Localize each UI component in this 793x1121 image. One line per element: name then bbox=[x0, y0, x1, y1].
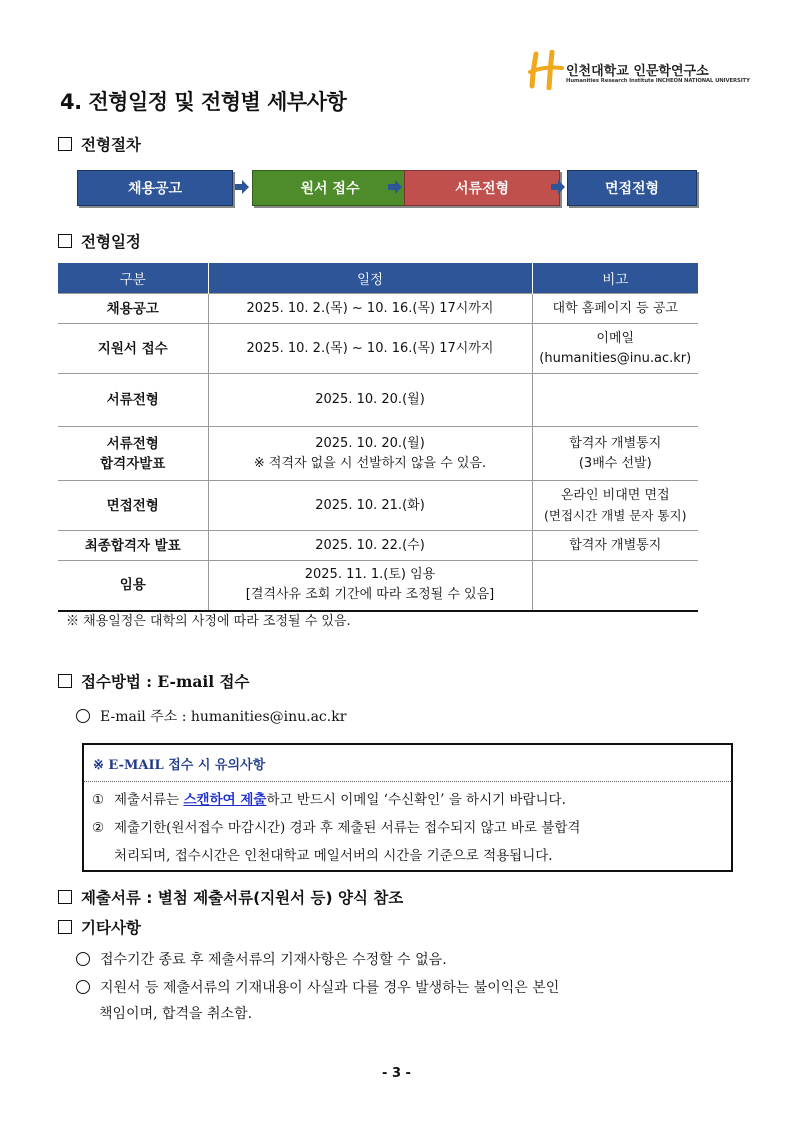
page-number: - 3 - bbox=[382, 1066, 411, 1081]
note-line: 이메일 bbox=[596, 330, 635, 346]
note-line: 합격자 개별통지 bbox=[569, 435, 662, 451]
checkbox-square-icon bbox=[58, 137, 72, 151]
other-heading-text: 기타사항 bbox=[81, 919, 141, 937]
row-date: 2025. 10. 21.(화) bbox=[208, 481, 532, 531]
application-heading-text: 접수방법 : E-mail 접수 bbox=[81, 672, 250, 691]
logo-subtitle: Humanities Research Institute INCHEON NATIONAL UNIVERSITY bbox=[566, 78, 750, 84]
table-row bbox=[58, 324, 698, 374]
row-note: 합격자 개별통지 bbox=[532, 531, 698, 561]
category-line: 서류전형 bbox=[106, 435, 159, 452]
row-date: 2025. 10. 20.(월) bbox=[208, 374, 532, 427]
date-line: 2025. 10. 20.(월) bbox=[315, 435, 425, 451]
row-note bbox=[532, 324, 698, 374]
step-recruitment-notice: 채용공고 bbox=[77, 170, 233, 206]
notice-item-1 bbox=[92, 787, 725, 813]
date-remark: [결격사유 조회 기간에 따라 조정될 수 있음] bbox=[245, 587, 495, 603]
date-remark: ※ 적격자 없을 시 선발하지 않을 수 있음. bbox=[253, 455, 487, 471]
other-item-text: 접수기간 종료 후 제출서류의 기재사항은 수정할 수 없음. bbox=[100, 952, 447, 968]
h-logo-icon bbox=[528, 50, 564, 90]
schedule-heading-text: 전형일정 bbox=[81, 233, 141, 251]
item-text: 하고 반드시 이메일 ‘수신확인’ 을 하시기 바랍니다. bbox=[266, 792, 566, 808]
category-line: 합격자발표 bbox=[100, 455, 166, 472]
row-category: 채용공고 bbox=[58, 294, 208, 324]
note-line: 온라인 비대면 면접 bbox=[560, 487, 670, 503]
row-note: 대학 홈페이지 등 공고 bbox=[532, 294, 698, 324]
item-text: 제출서류는 bbox=[114, 792, 184, 808]
other-bullet-2 bbox=[76, 977, 559, 997]
notice-item-2-cont bbox=[114, 843, 725, 869]
table-row bbox=[58, 294, 698, 324]
highlighted-text: 스캔하여 제출 bbox=[183, 792, 267, 808]
item-text: 제출기한(원서접수 마감시간) 경과 후 제출된 서류는 접수되지 않고 바로 불합격 bbox=[114, 820, 581, 836]
checkbox-square-icon bbox=[58, 890, 72, 904]
checkbox-square-icon bbox=[58, 674, 72, 688]
step-document-screening: 서류전형 bbox=[404, 170, 560, 206]
table-row bbox=[58, 481, 698, 531]
schedule-heading bbox=[58, 230, 141, 252]
procedure-flow bbox=[77, 170, 697, 208]
checkbox-square-icon bbox=[58, 920, 72, 934]
column-header: 일정 bbox=[208, 263, 532, 294]
item-number: ① bbox=[92, 792, 105, 808]
circle-bullet-icon bbox=[76, 980, 90, 994]
row-note bbox=[532, 427, 698, 481]
section-title: 4. 전형일정 및 전형별 세부사항 bbox=[60, 90, 347, 114]
email-bullet bbox=[76, 706, 346, 726]
arrow-right-icon bbox=[388, 180, 402, 194]
email-address-text: E-mail 주소 : humanities@inu.ac.kr bbox=[100, 709, 347, 725]
other-item-text: 지원서 등 제출서류의 기재내용이 사실과 다를 경우 발생하는 불이익은 본인 bbox=[100, 980, 560, 996]
row-note bbox=[532, 481, 698, 531]
email-notice-box bbox=[82, 743, 733, 872]
column-header: 구분 bbox=[58, 263, 208, 294]
procedure-heading bbox=[58, 133, 141, 155]
checkbox-square-icon bbox=[58, 234, 72, 248]
table-row bbox=[58, 561, 698, 611]
row-note bbox=[532, 374, 698, 427]
row-category: 지원서 접수 bbox=[58, 324, 208, 374]
row-category: 면접전형 bbox=[58, 481, 208, 531]
institute-logo bbox=[528, 50, 750, 92]
other-bullet-2-cont bbox=[99, 1003, 252, 1023]
item-number: ② bbox=[92, 820, 105, 836]
table-row bbox=[58, 374, 698, 427]
schedule-table bbox=[58, 263, 698, 612]
table-header-row bbox=[58, 263, 698, 294]
column-header: 비고 bbox=[532, 263, 698, 294]
row-date bbox=[208, 427, 532, 481]
row-date: 2025. 10. 22.(수) bbox=[208, 531, 532, 561]
row-date bbox=[208, 561, 532, 611]
table-row bbox=[58, 531, 698, 561]
notice-item-2 bbox=[92, 815, 725, 841]
other-bullet-1 bbox=[76, 949, 447, 969]
row-category: 서류전형 bbox=[58, 374, 208, 427]
schedule-footnote: ※ 채용일정은 대학의 사정에 따라 조정될 수 있음. bbox=[66, 614, 351, 629]
row-category: 임용 bbox=[58, 561, 208, 611]
note-line: (면접시간 개별 문자 통지) bbox=[544, 507, 687, 523]
documents-heading bbox=[58, 886, 403, 908]
notice-title: ※ E-MAIL 접수 시 유의사항 bbox=[93, 758, 266, 773]
step-application: 원서 접수 bbox=[252, 170, 408, 206]
documents-heading-text: 제출서류 : 별첨 제출서류(지원서 등) 양식 참조 bbox=[81, 889, 404, 907]
procedure-heading-text: 전형절차 bbox=[81, 136, 141, 154]
row-category: 최종합격자 발표 bbox=[58, 531, 208, 561]
circle-bullet-icon bbox=[76, 709, 90, 723]
notice-divider bbox=[84, 781, 731, 782]
other-item-text: 책임이며, 합격을 취소함. bbox=[99, 1006, 253, 1022]
date-line: 2025. 11. 1.(토) 임용 bbox=[304, 567, 436, 583]
row-note bbox=[532, 561, 698, 611]
note-line: (3배수 선발) bbox=[578, 455, 652, 471]
arrow-right-icon bbox=[235, 180, 249, 194]
item-text: 처리되며, 접수시간은 인천대학교 메일서버의 시간을 기준으로 적용됩니다. bbox=[114, 848, 553, 864]
row-date: 2025. 10. 2.(목) ~ 10. 16.(목) 17시까지 bbox=[208, 294, 532, 324]
other-heading bbox=[58, 916, 141, 938]
application-heading bbox=[58, 670, 250, 692]
logo-name: 인천대학교 인문학연구소 bbox=[566, 64, 709, 79]
arrow-right-icon bbox=[551, 180, 565, 194]
table-row bbox=[58, 427, 698, 481]
note-email: (humanities@inu.ac.kr) bbox=[539, 350, 692, 366]
row-date: 2025. 10. 2.(목) ~ 10. 16.(목) 17시까지 bbox=[208, 324, 532, 374]
row-category bbox=[58, 427, 208, 481]
step-interview: 면접전형 bbox=[567, 170, 697, 206]
circle-bullet-icon bbox=[76, 952, 90, 966]
